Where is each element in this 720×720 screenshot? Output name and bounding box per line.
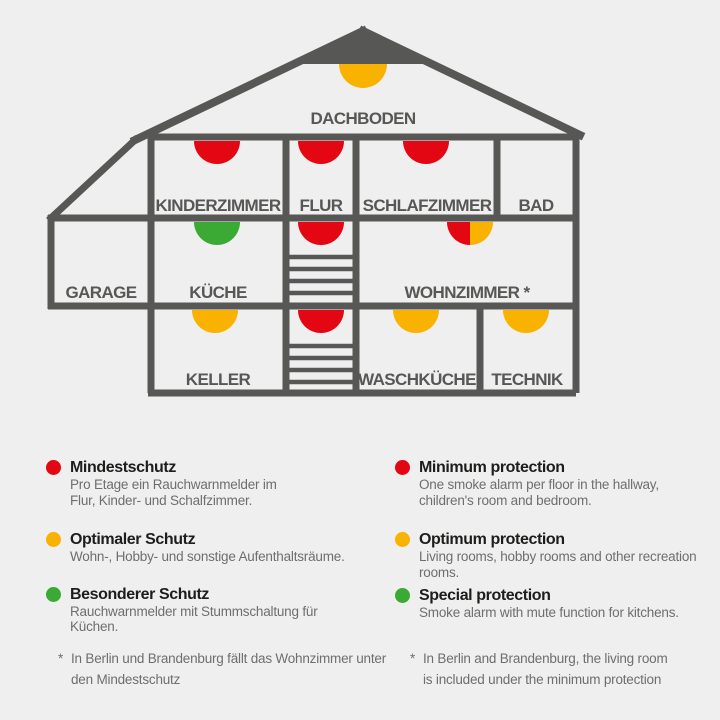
legend-title: Special protection — [419, 587, 551, 604]
footnote-line: In Berlin und Brandenburg fällt das Wohnzimmer unter — [71, 651, 387, 666]
legend-german — [46, 452, 391, 635]
smoke-alarm-technik-icon — [503, 310, 549, 333]
legend-text-line: Smoke alarm with mute function for kitchens. — [419, 605, 679, 620]
footnote-line: den Mindestschutz — [71, 672, 181, 687]
room-label-flur: FLUR — [299, 196, 343, 215]
legend-text-line: Flur, Kinder- und Schalfzimmer. — [70, 492, 253, 508]
legend-item-mindestschutz — [46, 458, 391, 508]
smoke-alarm-wohnzimmer-yellow-half-icon — [470, 222, 493, 245]
asterisk-marker: * — [58, 651, 64, 666]
room-label-garage: GARAGE — [65, 283, 137, 302]
footnote-english — [410, 648, 720, 690]
optimum-protection-dot-icon — [46, 532, 61, 547]
room-label-waschkueche: WASCHKÜCHE — [358, 370, 476, 389]
smoke-alarm-dachboden-icon — [339, 64, 387, 88]
room-label-wohnzimmer: WOHNZIMMER * — [404, 283, 530, 302]
room-label-kinderzimmer: KINDERZIMMER — [155, 196, 281, 215]
legend-english — [395, 452, 720, 621]
legend-item-optimaler-schutz — [46, 530, 391, 565]
legend-item-minimum-protection — [395, 458, 720, 508]
smoke-alarm-flur-icon — [298, 141, 344, 164]
optimum-protection-dot-icon — [395, 532, 410, 547]
smoke-alarm-kinderzimmer-icon — [194, 141, 240, 164]
minimum-protection-dot-icon — [46, 460, 61, 475]
legend-text-line: One smoke alarm per floor in the hallway, — [419, 477, 659, 492]
room-label-schlafzimmer: SCHLAFZIMMER — [362, 196, 492, 215]
legend-text-line: Rauchwarnmelder mit Stummschaltung für — [70, 603, 318, 619]
legend-title: Mindestschutz — [70, 459, 176, 476]
stairs-basement — [289, 346, 353, 382]
smoke-alarm-kueche-icon — [194, 222, 240, 245]
legend-item-optimum-protection — [395, 530, 720, 580]
garage-roof-slope — [51, 140, 135, 218]
legend-text-line: children's room and bedroom. — [419, 492, 592, 508]
footnote-line: In Berlin and Brandenburg, the living room — [423, 651, 668, 666]
footnote-german — [58, 648, 401, 690]
legend-text-line: Pro Etage ein Rauchwarnmelder im — [70, 477, 277, 492]
legend-text-line: rooms. — [419, 564, 460, 580]
room-label-keller: KELLER — [185, 370, 251, 389]
special-protection-dot-icon — [395, 588, 410, 603]
smoke-alarm-stairs-upper-icon — [298, 222, 344, 245]
legend-title: Optimaler Schutz — [70, 531, 196, 548]
roof-peak-cap — [291, 27, 435, 64]
footnote-line: is included under the minimum protection — [423, 672, 662, 687]
smoke-alarm-keller-icon — [192, 310, 238, 333]
room-label-technik: TECHNIK — [491, 370, 563, 389]
legend-title: Minimum protection — [419, 459, 565, 476]
stairs-ground-floor — [289, 257, 353, 293]
smoke-alarm-schlafzimmer-icon — [403, 141, 449, 164]
asterisk-marker: * — [410, 651, 416, 666]
smoke-alarm-wohnzimmer-red-half-icon — [447, 222, 470, 245]
smoke-alarm-stairs-basement-icon — [298, 310, 344, 333]
legend-text-line: Wohn-, Hobby- und sonstige Aufenthaltsräume. — [70, 549, 345, 564]
walls — [48, 132, 576, 393]
room-label-kueche: KÜCHE — [189, 283, 247, 302]
legend-item-besonderer-schutz — [46, 585, 391, 635]
legend-item-special-protection — [395, 586, 720, 621]
smoke-alarm-waschkueche-icon — [393, 310, 439, 333]
legend-title: Optimum protection — [419, 531, 565, 548]
special-protection-dot-icon — [46, 587, 61, 602]
legend-title: Besonderer Schutz — [70, 585, 210, 603]
minimum-protection-dot-icon — [395, 460, 410, 475]
legend-text-line: Living rooms, hobby rooms and other recreation — [419, 549, 697, 564]
room-label-bad: BAD — [518, 196, 554, 215]
room-label-dachboden: DACHBODEN — [310, 109, 416, 128]
legend-text-line: Küchen. — [70, 619, 119, 634]
